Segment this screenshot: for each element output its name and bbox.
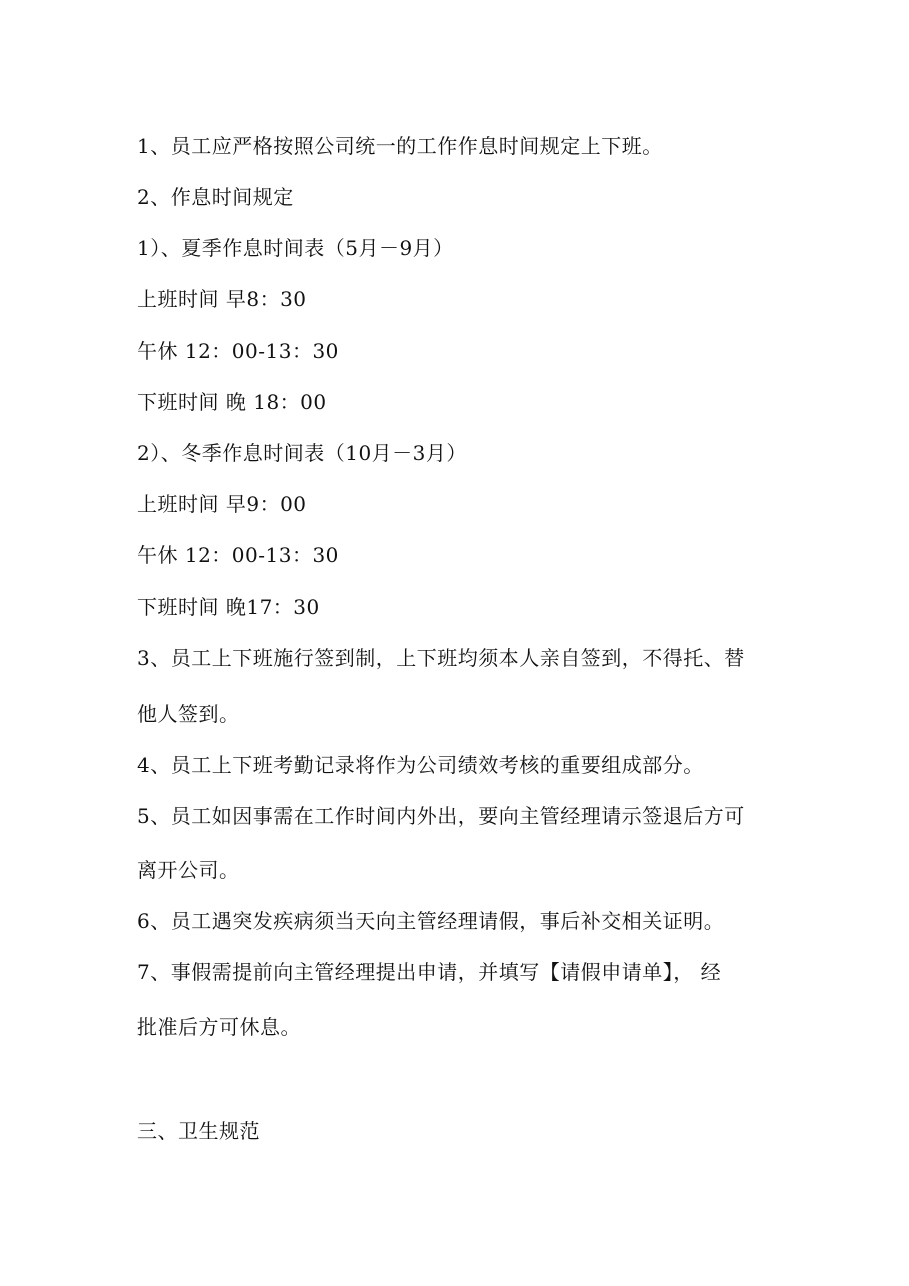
winter-start-time: 上班时间 早9：00 [137, 492, 307, 516]
rule-5-text-line-1: 5、员工如因事需在工作时间内外出，要向主管经理请示签退后方可 [137, 804, 745, 828]
winter-schedule-heading: 2）、冬季作息时间表（10月－3月） [137, 441, 467, 465]
winter-end-time: 下班时间 晚17：30 [137, 595, 320, 619]
rule-5-text-line-2: 离开公司。 [137, 858, 240, 882]
winter-lunch-break: 午休 12：00-13：30 [137, 543, 339, 567]
rule-4-text: 4、员工上下班考勤记录将作为公司绩效考核的重要组成部分。 [137, 753, 704, 777]
summer-schedule-heading: 1）、夏季作息时间表（5月－9月） [137, 236, 454, 260]
rule-2-heading: 2、作息时间规定 [137, 185, 294, 209]
summer-end-time: 下班时间 晚 18：00 [137, 390, 327, 414]
summer-lunch-break: 午休 12：00-13：30 [137, 339, 339, 363]
rule-6-text: 6、员工遇突发疾病须当天向主管经理请假，事后补交相关证明。 [137, 909, 725, 933]
rule-7-text-line-1: 7、事假需提前向主管经理提出申请，并填写【请假申请单】， 经 [137, 960, 722, 984]
section-3-heading: 三、卫生规范 [137, 1119, 260, 1143]
rule-7-text-line-2: 批准后方可休息。 [137, 1015, 301, 1039]
summer-start-time: 上班时间 早8：30 [137, 287, 307, 311]
rule-3-text-line-1: 3、员工上下班施行签到制，上下班均须本人亲自签到，不得托、替 [137, 646, 745, 670]
rule-3-text-line-2: 他人签到。 [137, 702, 240, 726]
rule-1-text: 1、员工应严格按照公司统一的工作作息时间规定上下班。 [137, 134, 663, 158]
